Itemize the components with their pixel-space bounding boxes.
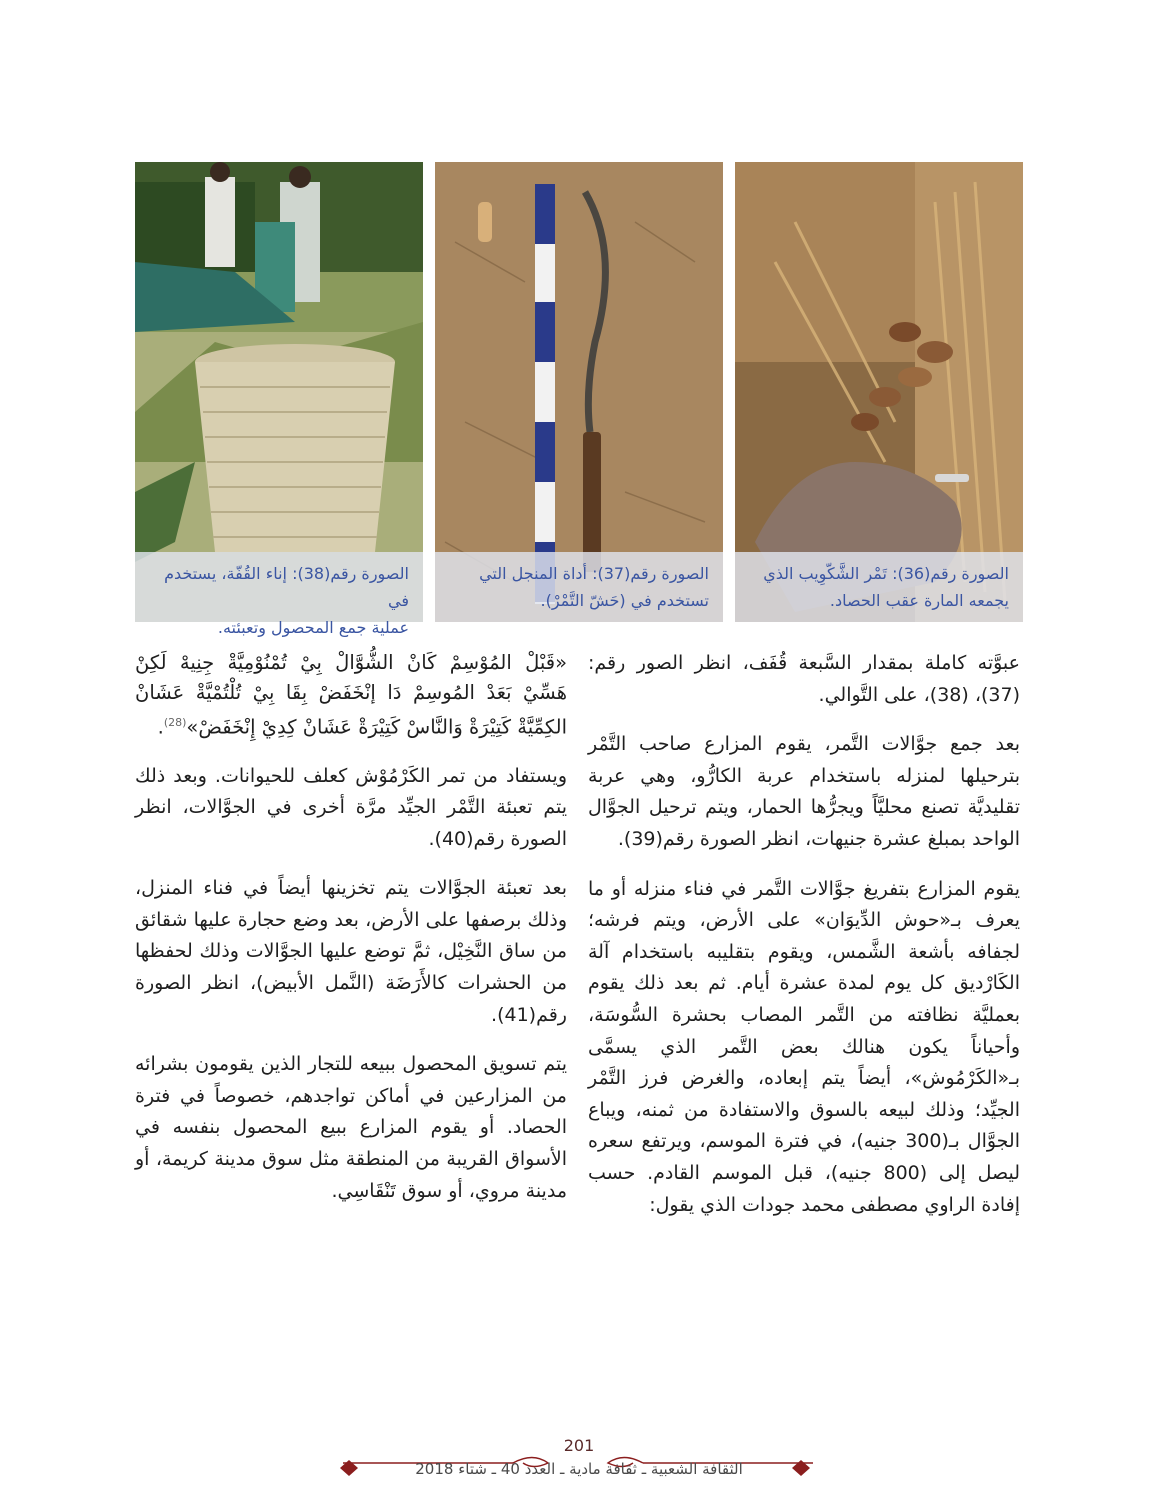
footer-publication-line: الثقافة الشعبية ـ ثقافة مادية ـ العدد 40 ـ شتاء 2018 <box>415 1460 743 1478</box>
caption-line: عملية جمع المحصول وتعبئته. <box>217 618 409 637</box>
paragraph: يتم تسويق المحصول ببيعه للتجار الذين يقومون بشرائه من المزارعين في أماكن تواجدهم، خصوصاً في فترة الحصاد. أو يقوم المزارع ببيع المحصول بنفسه في الأسواق القريبة من المنطقة مثل سوق مدينة كريمة، أو مدينة مروي، أو سوق تَنْقَاسِي. <box>135 1053 567 1202</box>
paragraph: يقوم المزارع بتفريغ جوَّالات التَّمر في فناء منزله أو ما يعرف بـ«حوش الدِّيوَان» على الأرض، ويتم فرشه؛ لجفافه بأشعة الشَّمس، ويقوم بتقليبه باستخدام آلة الكَارْديق كل يوم لمدة عشرة أيام. ثم بعد ذلك يقوم بعمليَّة نظافته من التَّمر المصاب بحشرة السُّوسَة، وأحياناً يكون هنالك بعض التَّمر الذي يسمَّى بـ«الكَرْمُوش»، أيضاً يتم إبعاده، والغرض فرز التَّمْر الجيِّد؛ وذلك لبيعه بالسوق والاستفادة من ثمنه، ويباع الجوَّال بـ(300 جنيه)، في فترة الموسم، ويرتفع سعره ليصل إلى (800 جنيه)، قبل الموسم القادم. حسب إفادة الراوي مصطفى محمد جودات الذي يقول: <box>588 877 1020 1216</box>
right-text-column <box>588 648 1020 1239</box>
caption-line: يجمعه المارة عقب الحصاد. <box>829 591 1009 610</box>
paragraph: ويستفاد من تمر الكَرْمُوْش كعلف للحيوانات. وبعد ذلك يتم تعبئة التَّمْر الجيِّد مرَّة أخرى في الجوَّالات، انظر الصورة رقم(40). <box>135 764 567 850</box>
photo-caption <box>435 552 723 622</box>
page-number: 201 <box>563 1436 595 1455</box>
quote-text: «قَبْلْ المُوْسِمْ كَانْ الشُّوَّالْ بِيْ تُمْنُوْمِيَّةْ جِنِيهْ لَكِنْ هَسِّيْ بَعَدْ المُوسِمْ دَا إنْخَفَضْ بِقَا بِيْ تُلْتُمْيَّةْ عَشَانْ الكِمِّيَّةْ كَتِيْرَةْ وَالنَّاسْ كَتِيْرَةْ عَشَانْ كِدِيْ إِنْخَفَضْ» <box>135 651 567 739</box>
paragraph: بعد تعبئة الجوَّالات يتم تخزينها أيضاً في فناء المنزل، وذلك برصفها على الأرض، بعد وضع حجارة عليها شقائق من ساق النَّخِيْل، ثمَّ توضع عليها الجوَّالات وذلك لحفظها من الحشرات كالأَرَضَة (النَّمل الأبيض)، انظر الصورة رقم(41). <box>135 877 567 1026</box>
photo-basket <box>135 162 423 637</box>
photo-caption <box>135 552 423 637</box>
footnote-reference: (28) <box>163 716 187 729</box>
photo-dates <box>735 162 1023 622</box>
paragraph: عبوَّته كاملة بمقدار السَّبعة قُفَف، انظر الصور رقم: (37)، (38)، على التَّوالي. <box>588 652 1020 706</box>
photo-caption <box>735 552 1023 622</box>
photo-sickle <box>435 162 723 622</box>
caption-line: الصورة رقم(38): إناء القُفّة، يستخدم في <box>164 564 409 610</box>
diamond-ornament-icon <box>792 1460 810 1476</box>
caption-line: تستخدم في (حَشّ التَّمْرْ). <box>540 591 709 610</box>
left-text-column <box>135 648 567 1225</box>
paragraph: بعد جمع جوَّالات التَّمر، يقوم المزارع صاحب التَّمْر بترحيلها لمنزله باستخدام عربة الكارُّو، وهي عربة تقليديَّة تصنع محليَّاً ويجرُّها الحمار، ويتم ترحيل الجوَّال الواحد بمبلغ عشرة جنيهات، انظر الصورة رقم(39). <box>588 733 1020 850</box>
caption-line: الصورة رقم(36): تَمْر الشَّكّوِيب الذي <box>763 564 1009 583</box>
quote-paragraph: «قَبْلْ المُوْسِمْ كَانْ الشُّوَّالْ بِيْ تُمْنُوْمِيَّةْ جِنِيهْ لَكِنْ هَسِّيْ بَعَدْ المُوسِمْ دَا إنْخَفَضْ بِقَا بِيْ تُلْتُمْيَّةْ عَشَانْ الكِمِّيَّةْ كَتِيْرَةْ وَالنَّاسْ كَتِيْرَةْ عَشَانْ كِدِيْ إِنْخَفَضْ»$^{(28)}$. <box>135 651 567 739</box>
caption-line: الصورة رقم(37): أداة المنجل التي <box>479 564 709 583</box>
